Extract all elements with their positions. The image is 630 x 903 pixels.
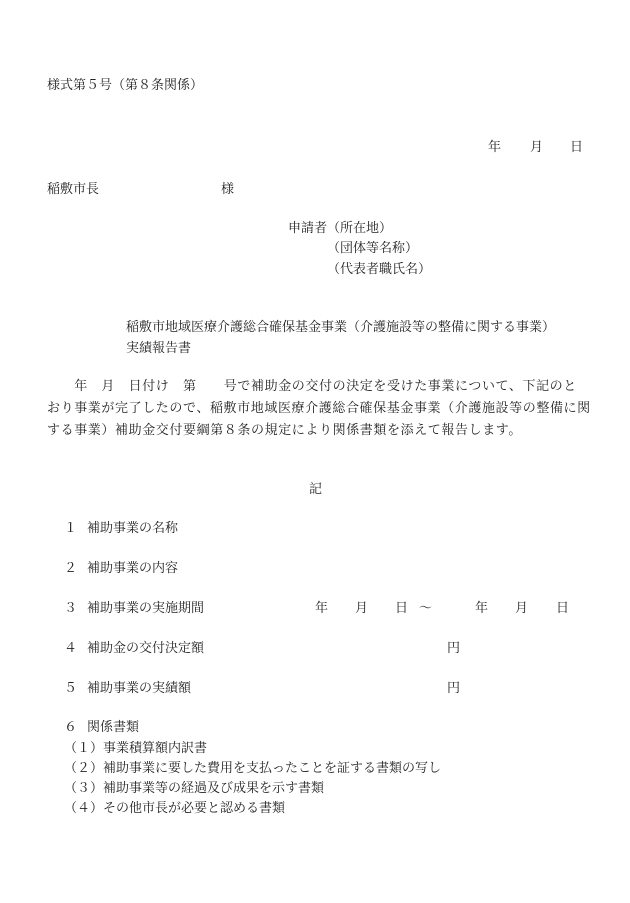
item-label: 補助金の交付決定額 xyxy=(87,641,205,656)
date-month: 月 xyxy=(530,140,544,155)
form-number: 様式第５号（第８条関係） xyxy=(47,78,204,93)
document-item: （３）補助事業等の経過及び成果を示す書類 xyxy=(64,781,325,796)
document-item: （４）その他市長が必要と認める書類 xyxy=(64,801,286,816)
applicant-label: 申請者 xyxy=(288,221,328,236)
amount-unit: 円 xyxy=(447,641,461,656)
item-label: 関係書類 xyxy=(87,720,140,735)
item-number: ３ xyxy=(64,601,78,616)
document-item: （２）補助事業に要した費用を支払ったことを証する書類の写し xyxy=(64,761,442,776)
date-day: 日 xyxy=(570,140,584,155)
period-start-year: 年 xyxy=(315,601,329,616)
applicant-org-name: （団体等名称） xyxy=(327,241,419,256)
period-start-month: 月 xyxy=(355,601,369,616)
ki-heading: 記 xyxy=(309,482,323,497)
period-end-day: 日 xyxy=(556,601,570,616)
period-tilde: ～ xyxy=(419,601,433,616)
document-item: （１）事業積算額内訳書 xyxy=(64,741,208,756)
applicant-rep-name: （代表者職氏名） xyxy=(327,262,432,277)
period-start-day: 日 xyxy=(395,601,409,616)
item-number: ５ xyxy=(64,681,78,696)
body-line-1: 年 月 日付け 第 号で補助金の交付の決定を受けた事業について、下記のと xyxy=(47,379,577,394)
period-end-month: 月 xyxy=(515,601,529,616)
date-year: 年 xyxy=(488,140,502,155)
addressee-honorific: 様 xyxy=(221,182,235,197)
item-number: ４ xyxy=(64,641,78,656)
title-line-1: 稲敷市地域医療介護総合確保基金事業（介護施設等の整備に関する事業） xyxy=(126,320,556,335)
item-number: ２ xyxy=(64,561,78,576)
item-number: １ xyxy=(64,521,78,536)
body-line-3: する事業）補助金交付要綱第８条の規定により関係書類を添えて報告します。 xyxy=(47,423,522,438)
item-label: 補助事業の名称 xyxy=(87,521,179,536)
addressee-name: 稲敷市長 xyxy=(47,182,100,197)
item-number: ６ xyxy=(64,720,78,735)
amount-unit: 円 xyxy=(447,681,461,696)
applicant-address: （所在地） xyxy=(327,221,393,236)
item-label: 補助事業の実績額 xyxy=(87,681,192,696)
title-line-2: 実績報告書 xyxy=(126,341,192,356)
body-line-2: おり事業が完了したので、稲敷市地域医療介護総合確保基金事業（介護施設等の整備に関 xyxy=(47,401,591,416)
item-label: 補助事業の内容 xyxy=(87,561,179,576)
item-label: 補助事業の実施期間 xyxy=(87,601,205,616)
period-end-year: 年 xyxy=(475,601,489,616)
